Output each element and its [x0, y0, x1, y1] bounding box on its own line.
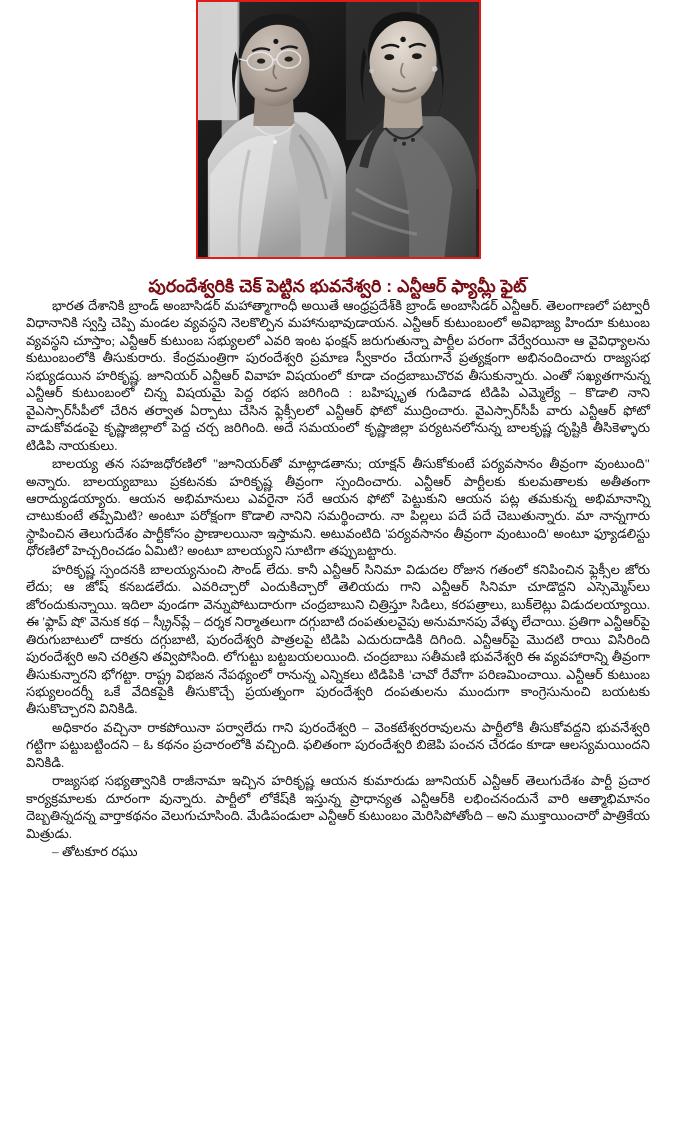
article-body: [26, 297, 650, 861]
author-byline: – తోటకూర రఘు: [52, 844, 138, 860]
article-photo: [196, 0, 481, 259]
paragraph-2: బాలయ్య తన సహజధోరణిలో "జూనియర్‌తో మాట్లాడతాను; యాక్షన్ తీసుకోకుంటే పర్యవసానం తీవ్రంగా వుంటుంది" అన్నారు. బాలయ్యబాబు ప్రకటనకు హరికృష్ణ తీవ్రంగా స్పందించారు. ఎన్టీఆర్ పార్టీలకు కులమతాలకు అతీతంగా ఆరాద్యుడయ్యారు. ఆయన అభిమానులు ఎవరైనా సరే ఆయన ఫోటో పెట్టుకుని ఆయన పట్ల తమకున్న అభిమానాన్ని చాటుకుంటే తప్పేమిటి? అంటూ పరోక్షంగా కొడాలి నానిని సమర్థించారు. నా పిల్లలు పదే పదే చెబుతున్నారు. మా నాన్నగారు స్థాపించిన తెలుగుదేశం పార్టీకోసం ప్రాణాలయినా ఇస్తామని. అటువంటిది 'పర్యవసానం తీవ్రంగా వుంటుంది' అంటూ ఫ్యూడలిస్టు ధోరణిలో హెచ్చరించడం ఏమిటి? అంటూ బాలయ్యని సూటిగా తప్పుబట్టారు.: [26, 456, 650, 559]
paragraph-1: భారత దేశానికి బ్రాండ్ అంబాసిడర్ మహాత్మాగాంధీ అయితే ఆంధ్రప్రదేశ్‌కి బ్రాండ్ అంబాసిడర్ ఎన్టీఆర్. తెలంగాణలో పట్వారీ విధానానికి స్వస్తి చెప్పి మండల వ్యవస్థని నెలకొల్పిన మహానుభావుడాయన. ఎన్టీఆర్ కుటుంబంలో అవిభాజ్య హిందూ కుటుంబ వ్యవస్థని చూస్తాం; ఎన్టీఆర్ కుటుంబ సభ్యులలో ఎవరి ఇంట ఫంక్షన్ జరుగుతున్నా పార్టీల పరంగా వేర్వేరయినా ఆ వైవిధ్యాలను కుటుంబంలోకి తీసుకురారు. కేంద్రమంత్రిగా పురందేశ్వరి ప్రమాణ స్వీకారం చేయగానే ప్రత్యక్షంగా అభినందించారు రాజ్యసభ సభ్యుడయిన హరికృష్ణ. జూనియర్ ఎన్టీఆర్ వివాహ విషయంలో కూడా చంద్రబాబుచొరవ తీసుకున్నారు. ఎంతో సఖ్యతగానున్న ఎన్టీఆర్ కుటుంబంలో చిన్న విషయమై పెద్ద రభస జరిగింది : బహిష్కృత గుడివాడ టిడిపి ఎమ్మెల్యే – కొడాలి నాని వైఎస్సార్‌సీపీలో చేరిన తర్వాత ఏర్పాటు చేసిన ఫ్లెక్సీలలో ఎన్టీఆర్ ఫోటో ముద్రించారు. వైఎస్సార్‌సీపీ వారు ఎన్టీఆర్ ఫోటో వాడుకోవడంపై కృష్ణాజిల్లాలో పెద్ద చర్చ జరిగింది. అదే సమయంలో కృష్ణాజిల్లా పర్యటనలోనున్న బాలకృష్ణ దృష్టికి తీసికెళ్ళారు టిడిపి నాయకులు.: [26, 298, 650, 453]
paragraph-3: హరికృష్ణ స్పందనకి బాలయ్యనుంచి సౌండ్ లేదు. కానీ ఎన్టీఆర్ సినిమా విడుదల రోజున గతంలో కనిపించిన ఫ్లెక్సీల జోరు లేదు; ఆ జోష్ కనబడలేదు. ఎవరిచ్చారో ఎందుకిచ్చారో తెలియదు గాని ఎన్టీఆర్ సినిమా చూడొద్దని ఎస్సెమ్మెస్‌లు జోరందుకున్నాయి. ఇదిలా వుండగా వెన్నుపోటుదారుగా చంద్రబాబుని చిత్రిస్తూ సిడిలు, కరపత్రాలు, బుక్‌లెట్లు విడుదలయ్యాయి. ఈ 'ఫ్లాప్ షో' వెనుక కథ – స్క్రీన్‌ప్లే – దర్శక నిర్మాతలుగా దగ్గుబాటి దంపతులవైపు అనుమానపు వేళ్ళు లేచాయి. ప్రతిగా ఎన్టీఆర్‌పై తిరుగుబాటులో దాకరు దగ్గుబాటి, పురందేశ్వరి పాత్రలపై టిడిపి ఎదురుదాడికి దిగింది. ఎన్టీఆర్‌పై మొదటి రాయి విసిరింది పురందేశ్వరి అని చరిత్రని తవ్విపోసింది. లోగుట్టు బట్టబయలయింది. చంద్రబాబు సతీమణి భువనేశ్వరి ఈ వ్యవహారాన్ని తీవ్రంగా తీసుకున్నారని భోగట్టా. రాష్ట్ర విభజన నేపథ్యంలో రానున్న ఎన్నికలు టిడిపికి 'చావో రేవోగా పరిణమించాయి. ఎన్టీఆర్ కుటుంబ సభ్యులందర్నీ ఒకే వేదికపైకి తీసుకొచ్చే ప్రయత్నంగా పురందేశ్వరి దంపతులను ముందుగా కాంగ్రెసునుంచి బయటకు తీసుకొచ్చారని వినికిడి.: [26, 561, 650, 717]
paragraph-5: రాజ్యసభ సభ్యత్వానికి రాజీనామా ఇచ్చిన హరికృష్ణ ఆయన కుమారుడు జూనియర్ ఎన్టీఆర్ తెలుగుదేశం పార్టీ ప్రచార కార్యక్రమాలకు దూరంగా వున్నారు. పార్టీలో లోకేష్‌కి ఇస్తున్న ప్రాధాన్యత ఎన్టీఆర్‌కి లభించనందునే వారి ఆత్మాభిమానం దెబ్బతిన్నదన్న వార్తాకథనం వెలుగుచూసింది. మేడిపండులా ఎన్టీఆర్ కుటుంబం మెరిసిపోతోంది – అని ముక్తాయించారో పాత్రికేయ మిత్రుడు.: [26, 773, 650, 841]
page-title: పురందేశ్వరికి చెక్ పెట్టిన భువనేశ్వరి : ఎన్టీఆర్ ఫ్యామ్లీ ఫైట్: [148, 275, 527, 296]
photo-illustration: [198, 2, 479, 257]
paragraph-4: అధికారం వచ్చినా రాకపోయినా పర్వాలేదు గాని పురందేశ్వరి – వెంకటేశ్వరరావులను పార్టీలోకి తీసుకోవద్దని భువనేశ్వరి గట్టిగా పట్టుబట్టిందని – ఓ కథనం ప్రచారంలోకి వచ్చింది. ఫలితంగా పురందేశ్వరి బిజెపి పంచన చేరడం కూడా ఆలస్యమయిందని వినికిడి.: [26, 719, 650, 770]
